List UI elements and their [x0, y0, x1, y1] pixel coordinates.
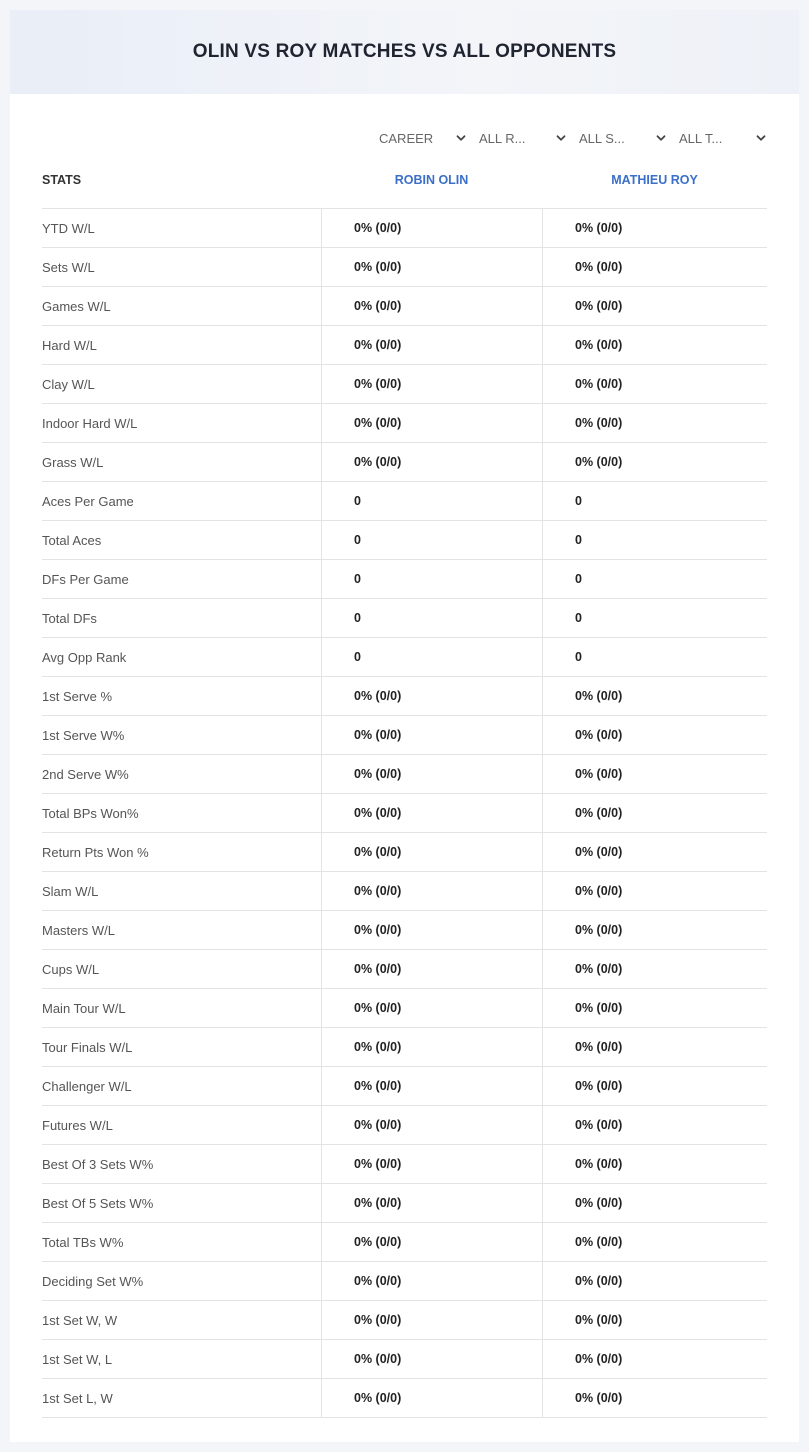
- player2-stat-value: 0% (0/0): [542, 1145, 767, 1183]
- player2-stat-value: 0% (0/0): [542, 1262, 767, 1300]
- stat-label: Masters W/L: [42, 922, 115, 938]
- player2-stat-value: 0% (0/0): [542, 209, 767, 247]
- player2-stat-value: 0% (0/0): [542, 950, 767, 988]
- stat-label: 1st Set L, W: [42, 1390, 113, 1406]
- table-row: [42, 1262, 767, 1301]
- stat-label: Total TBs W%: [42, 1234, 124, 1250]
- player2-stat-value: 0% (0/0): [542, 1340, 767, 1378]
- player1-stat-value: 0% (0/0): [321, 989, 542, 1027]
- player2-stat-value: 0: [542, 560, 767, 598]
- player1-stat-value: 0% (0/0): [321, 677, 542, 715]
- player2-stat-value: 0% (0/0): [542, 1379, 767, 1417]
- player2-stat-value: 0% (0/0): [542, 833, 767, 871]
- table-row: [42, 833, 767, 872]
- stat-label: 1st Serve %: [42, 688, 113, 704]
- chevron-down-icon: [455, 132, 467, 144]
- player1-stat-value: 0% (0/0): [321, 326, 542, 364]
- stat-label: 1st Serve W%: [42, 727, 125, 743]
- table-row: [42, 365, 767, 404]
- stat-label: Hard W/L: [42, 337, 97, 353]
- player1-stat-value: 0% (0/0): [321, 1067, 542, 1105]
- player2-stat-value: 0% (0/0): [542, 794, 767, 832]
- table-row: [42, 404, 767, 443]
- stat-label: Cups W/L: [42, 961, 100, 977]
- table-row: [42, 1067, 767, 1106]
- stat-label: Challenger W/L: [42, 1078, 132, 1094]
- player1-stat-value: 0% (0/0): [321, 1301, 542, 1339]
- player2-stat-value: 0% (0/0): [542, 716, 767, 754]
- player2-stat-value: 0: [542, 482, 767, 520]
- player1-stat-value: 0% (0/0): [321, 1028, 542, 1066]
- player2-stat-value: 0% (0/0): [542, 443, 767, 481]
- player1-stat-value: 0% (0/0): [321, 1340, 542, 1378]
- player1-stat-value: 0% (0/0): [321, 1379, 542, 1417]
- table-row: [42, 1028, 767, 1067]
- stat-label: Futures W/L: [42, 1117, 113, 1133]
- player1-stat-value: 0% (0/0): [321, 1184, 542, 1222]
- stat-label: 2nd Serve W%: [42, 766, 129, 782]
- stat-label: 1st Set W, W: [42, 1312, 118, 1328]
- chevron-down-icon: [755, 132, 767, 144]
- player2-column-header[interactable]: MATHIEU ROY: [611, 173, 698, 187]
- filter-dropdown-2[interactable]: [567, 128, 667, 148]
- player2-stat-value: 0: [542, 599, 767, 637]
- stat-label: DFs Per Game: [42, 571, 129, 587]
- filter-label: ALL T...: [679, 130, 723, 146]
- filter-label: ALL S...: [579, 130, 625, 146]
- stat-label: Total DFs: [42, 610, 97, 626]
- table-row: [42, 872, 767, 911]
- filter-label: ALL R...: [479, 130, 526, 146]
- table-row: [42, 755, 767, 794]
- stat-label: Aces Per Game: [42, 493, 134, 509]
- table-row: [42, 638, 767, 677]
- table-row: [42, 287, 767, 326]
- table-row: [42, 716, 767, 755]
- filter-dropdown-3[interactable]: [667, 128, 767, 148]
- page-title: OLIN VS ROY MATCHES VS ALL OPPONENTS: [192, 41, 617, 62]
- table-row: [42, 1301, 767, 1340]
- player1-stat-value: 0% (0/0): [321, 248, 542, 286]
- stats-table-body: [42, 208, 767, 1418]
- player2-stat-value: 0% (0/0): [542, 1184, 767, 1222]
- player2-stat-value: 0: [542, 638, 767, 676]
- stat-label: Avg Opp Rank: [42, 649, 127, 665]
- table-row: [42, 599, 767, 638]
- table-row: [42, 326, 767, 365]
- table-row: [42, 1145, 767, 1184]
- player1-stat-value: 0% (0/0): [321, 833, 542, 871]
- table-row: [42, 1184, 767, 1223]
- player1-stat-value: 0% (0/0): [321, 1223, 542, 1261]
- table-row: [42, 794, 767, 833]
- table-row: [42, 521, 767, 560]
- player2-stat-value: 0% (0/0): [542, 365, 767, 403]
- table-row: [42, 911, 767, 950]
- player1-stat-value: 0: [321, 638, 542, 676]
- table-row: [42, 560, 767, 599]
- player1-stat-value: 0% (0/0): [321, 287, 542, 325]
- player1-stat-value: 0% (0/0): [321, 1262, 542, 1300]
- chevron-down-icon: [555, 132, 567, 144]
- player2-stat-value: 0% (0/0): [542, 911, 767, 949]
- table-row: [42, 1379, 767, 1418]
- stats-card: [10, 10, 799, 1442]
- player1-stat-value: 0% (0/0): [321, 950, 542, 988]
- player2-stat-value: 0% (0/0): [542, 989, 767, 1027]
- table-header: [42, 170, 767, 208]
- player1-stat-value: 0% (0/0): [321, 404, 542, 442]
- stat-label: Main Tour W/L: [42, 1000, 126, 1016]
- player1-stat-value: 0% (0/0): [321, 1145, 542, 1183]
- filter-bar: [367, 128, 767, 148]
- table-row: [42, 1106, 767, 1145]
- player2-stat-value: 0% (0/0): [542, 1223, 767, 1261]
- filter-dropdown-0[interactable]: [367, 128, 467, 148]
- stat-label: Sets W/L: [42, 259, 95, 275]
- player1-stat-value: 0% (0/0): [321, 755, 542, 793]
- player2-stat-value: 0% (0/0): [542, 872, 767, 910]
- stat-label: 1st Set W, L: [42, 1351, 113, 1367]
- player2-stat-value: 0% (0/0): [542, 326, 767, 364]
- stat-label: Total BPs Won%: [42, 805, 139, 821]
- player2-stat-value: 0% (0/0): [542, 677, 767, 715]
- player1-stat-value: 0: [321, 599, 542, 637]
- stat-label: Best Of 3 Sets W%: [42, 1156, 154, 1172]
- player1-column-header[interactable]: ROBIN OLIN: [394, 173, 469, 187]
- player1-stat-value: 0% (0/0): [321, 716, 542, 754]
- player2-stat-value: 0% (0/0): [542, 755, 767, 793]
- table-row: [42, 482, 767, 521]
- player1-stat-value: 0% (0/0): [321, 872, 542, 910]
- filter-dropdown-1[interactable]: [467, 128, 567, 148]
- table-row: [42, 443, 767, 482]
- player2-stat-value: 0: [542, 521, 767, 559]
- stat-label: Total Aces: [42, 532, 102, 548]
- chevron-down-icon: [655, 132, 667, 144]
- player1-stat-value: 0% (0/0): [321, 209, 542, 247]
- player1-stat-value: 0% (0/0): [321, 443, 542, 481]
- player2-stat-value: 0% (0/0): [542, 248, 767, 286]
- table-row: [42, 1223, 767, 1262]
- player1-stat-value: 0% (0/0): [321, 911, 542, 949]
- stat-label: Indoor Hard W/L: [42, 415, 138, 431]
- player2-stat-value: 0% (0/0): [542, 1028, 767, 1066]
- player2-stat-value: 0% (0/0): [542, 404, 767, 442]
- player1-stat-value: 0% (0/0): [321, 1106, 542, 1144]
- player1-stat-value: 0: [321, 482, 542, 520]
- stat-label: Grass W/L: [42, 454, 104, 470]
- stat-label: Deciding Set W%: [42, 1273, 144, 1289]
- player1-stat-value: 0% (0/0): [321, 794, 542, 832]
- player1-stat-value: 0: [321, 560, 542, 598]
- table-row: [42, 950, 767, 989]
- player2-stat-value: 0% (0/0): [542, 1301, 767, 1339]
- stat-label: Best Of 5 Sets W%: [42, 1195, 154, 1211]
- stats-column-header: STATS: [42, 173, 82, 187]
- stat-label: Tour Finals W/L: [42, 1039, 133, 1055]
- player2-stat-value: 0% (0/0): [542, 1067, 767, 1105]
- table-row: [42, 989, 767, 1028]
- table-row: [42, 248, 767, 287]
- table-row: [42, 209, 767, 248]
- stat-label: Slam W/L: [42, 883, 99, 899]
- stat-label: Games W/L: [42, 298, 111, 314]
- stat-label: Return Pts Won %: [42, 844, 149, 860]
- stat-label: YTD W/L: [42, 220, 95, 236]
- player2-stat-value: 0% (0/0): [542, 1106, 767, 1144]
- player2-stat-value: 0% (0/0): [542, 287, 767, 325]
- card-header: [10, 10, 799, 94]
- filter-label: CAREER: [379, 130, 434, 146]
- table-row: [42, 1340, 767, 1379]
- player1-stat-value: 0% (0/0): [321, 365, 542, 403]
- player1-stat-value: 0: [321, 521, 542, 559]
- stat-label: Clay W/L: [42, 376, 95, 392]
- table-row: [42, 677, 767, 716]
